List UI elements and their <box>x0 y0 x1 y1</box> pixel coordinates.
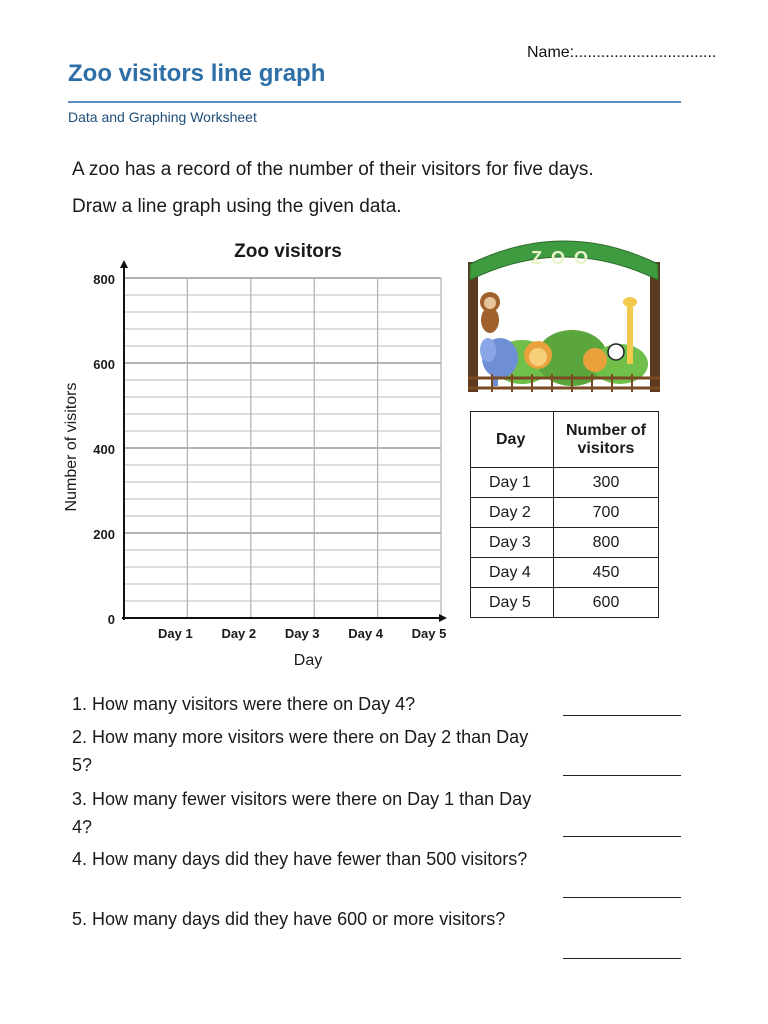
table-row <box>471 528 659 558</box>
table-cell-visitors: 600 <box>554 588 659 618</box>
table-cell-visitors: 700 <box>554 498 659 528</box>
question-1: 1. How many visitors were there on Day 4? <box>72 694 416 714</box>
zoo-sign-text: ZOO <box>531 248 597 268</box>
table-row <box>471 558 659 588</box>
question-4: 4. How many days did they have fewer than 500 visitors? <box>72 849 528 869</box>
page-title: Zoo visitors line graph <box>68 60 326 87</box>
name-field[interactable]: Name:................................ <box>527 44 717 61</box>
page-subtitle: Data and Graphing Worksheet <box>68 109 257 125</box>
x-tick-label: Day 5 <box>411 626 447 641</box>
question-2: 2. How many more visitors were there on Day 2 than Day 5? <box>72 727 529 775</box>
table-cell-day: Day 3 <box>471 528 554 558</box>
title-divider <box>68 101 681 103</box>
chart-title: Zoo visitors <box>234 241 342 262</box>
table-row <box>471 588 659 618</box>
table-cell-day: Day 4 <box>471 558 554 588</box>
y-tick-label: 600 <box>93 357 115 372</box>
intro-line-1: A zoo has a record of the number of their visitors for five days. <box>72 159 594 180</box>
x-axis-arrow <box>439 614 447 622</box>
question-3: 3. How many fewer visitors were there on Day 1 than Day 4? <box>72 789 532 837</box>
y-axis-arrow <box>120 260 128 268</box>
y-tick-label: 200 <box>93 527 115 542</box>
answer-line-2[interactable] <box>563 775 681 776</box>
x-tick-label: Day 2 <box>221 626 257 641</box>
y-tick-label: 400 <box>93 442 115 457</box>
zoo-entrance-illustration <box>462 240 662 396</box>
intro-line-2: Draw a line graph using the given data. <box>72 196 402 217</box>
table-row <box>471 498 659 528</box>
answer-line-4[interactable] <box>563 897 681 898</box>
question-5: 5. How many days did they have 600 or more visitors? <box>72 909 506 929</box>
answer-line-3[interactable] <box>563 836 681 837</box>
x-tick-label: Day 1 <box>158 626 193 641</box>
x-tick-label: Day 4 <box>348 626 383 641</box>
x-axis-label: Day <box>293 652 323 669</box>
x-tick-label: Day 3 <box>284 626 320 641</box>
table-cell-visitors: 450 <box>554 558 659 588</box>
y-tick-label: 0 <box>107 612 115 627</box>
y-axis-label: Number of visitors <box>63 382 80 512</box>
table-header-day: Day <box>471 412 554 468</box>
answer-line-1[interactable] <box>563 715 681 716</box>
y-tick-label: 800 <box>93 272 115 287</box>
table-cell-day: Day 5 <box>471 588 554 618</box>
answer-line-5[interactable] <box>563 958 681 959</box>
table-cell-day: Day 1 <box>471 468 554 498</box>
table-cell-visitors: 300 <box>554 468 659 498</box>
table-cell-day: Day 2 <box>471 498 554 528</box>
line-chart[interactable] <box>0 225 470 675</box>
table-header-visitors: Number of visitors <box>554 412 659 468</box>
data-table <box>470 411 659 618</box>
table-cell-visitors: 800 <box>554 528 659 558</box>
table-row <box>471 468 659 498</box>
table-header-row <box>471 412 659 468</box>
